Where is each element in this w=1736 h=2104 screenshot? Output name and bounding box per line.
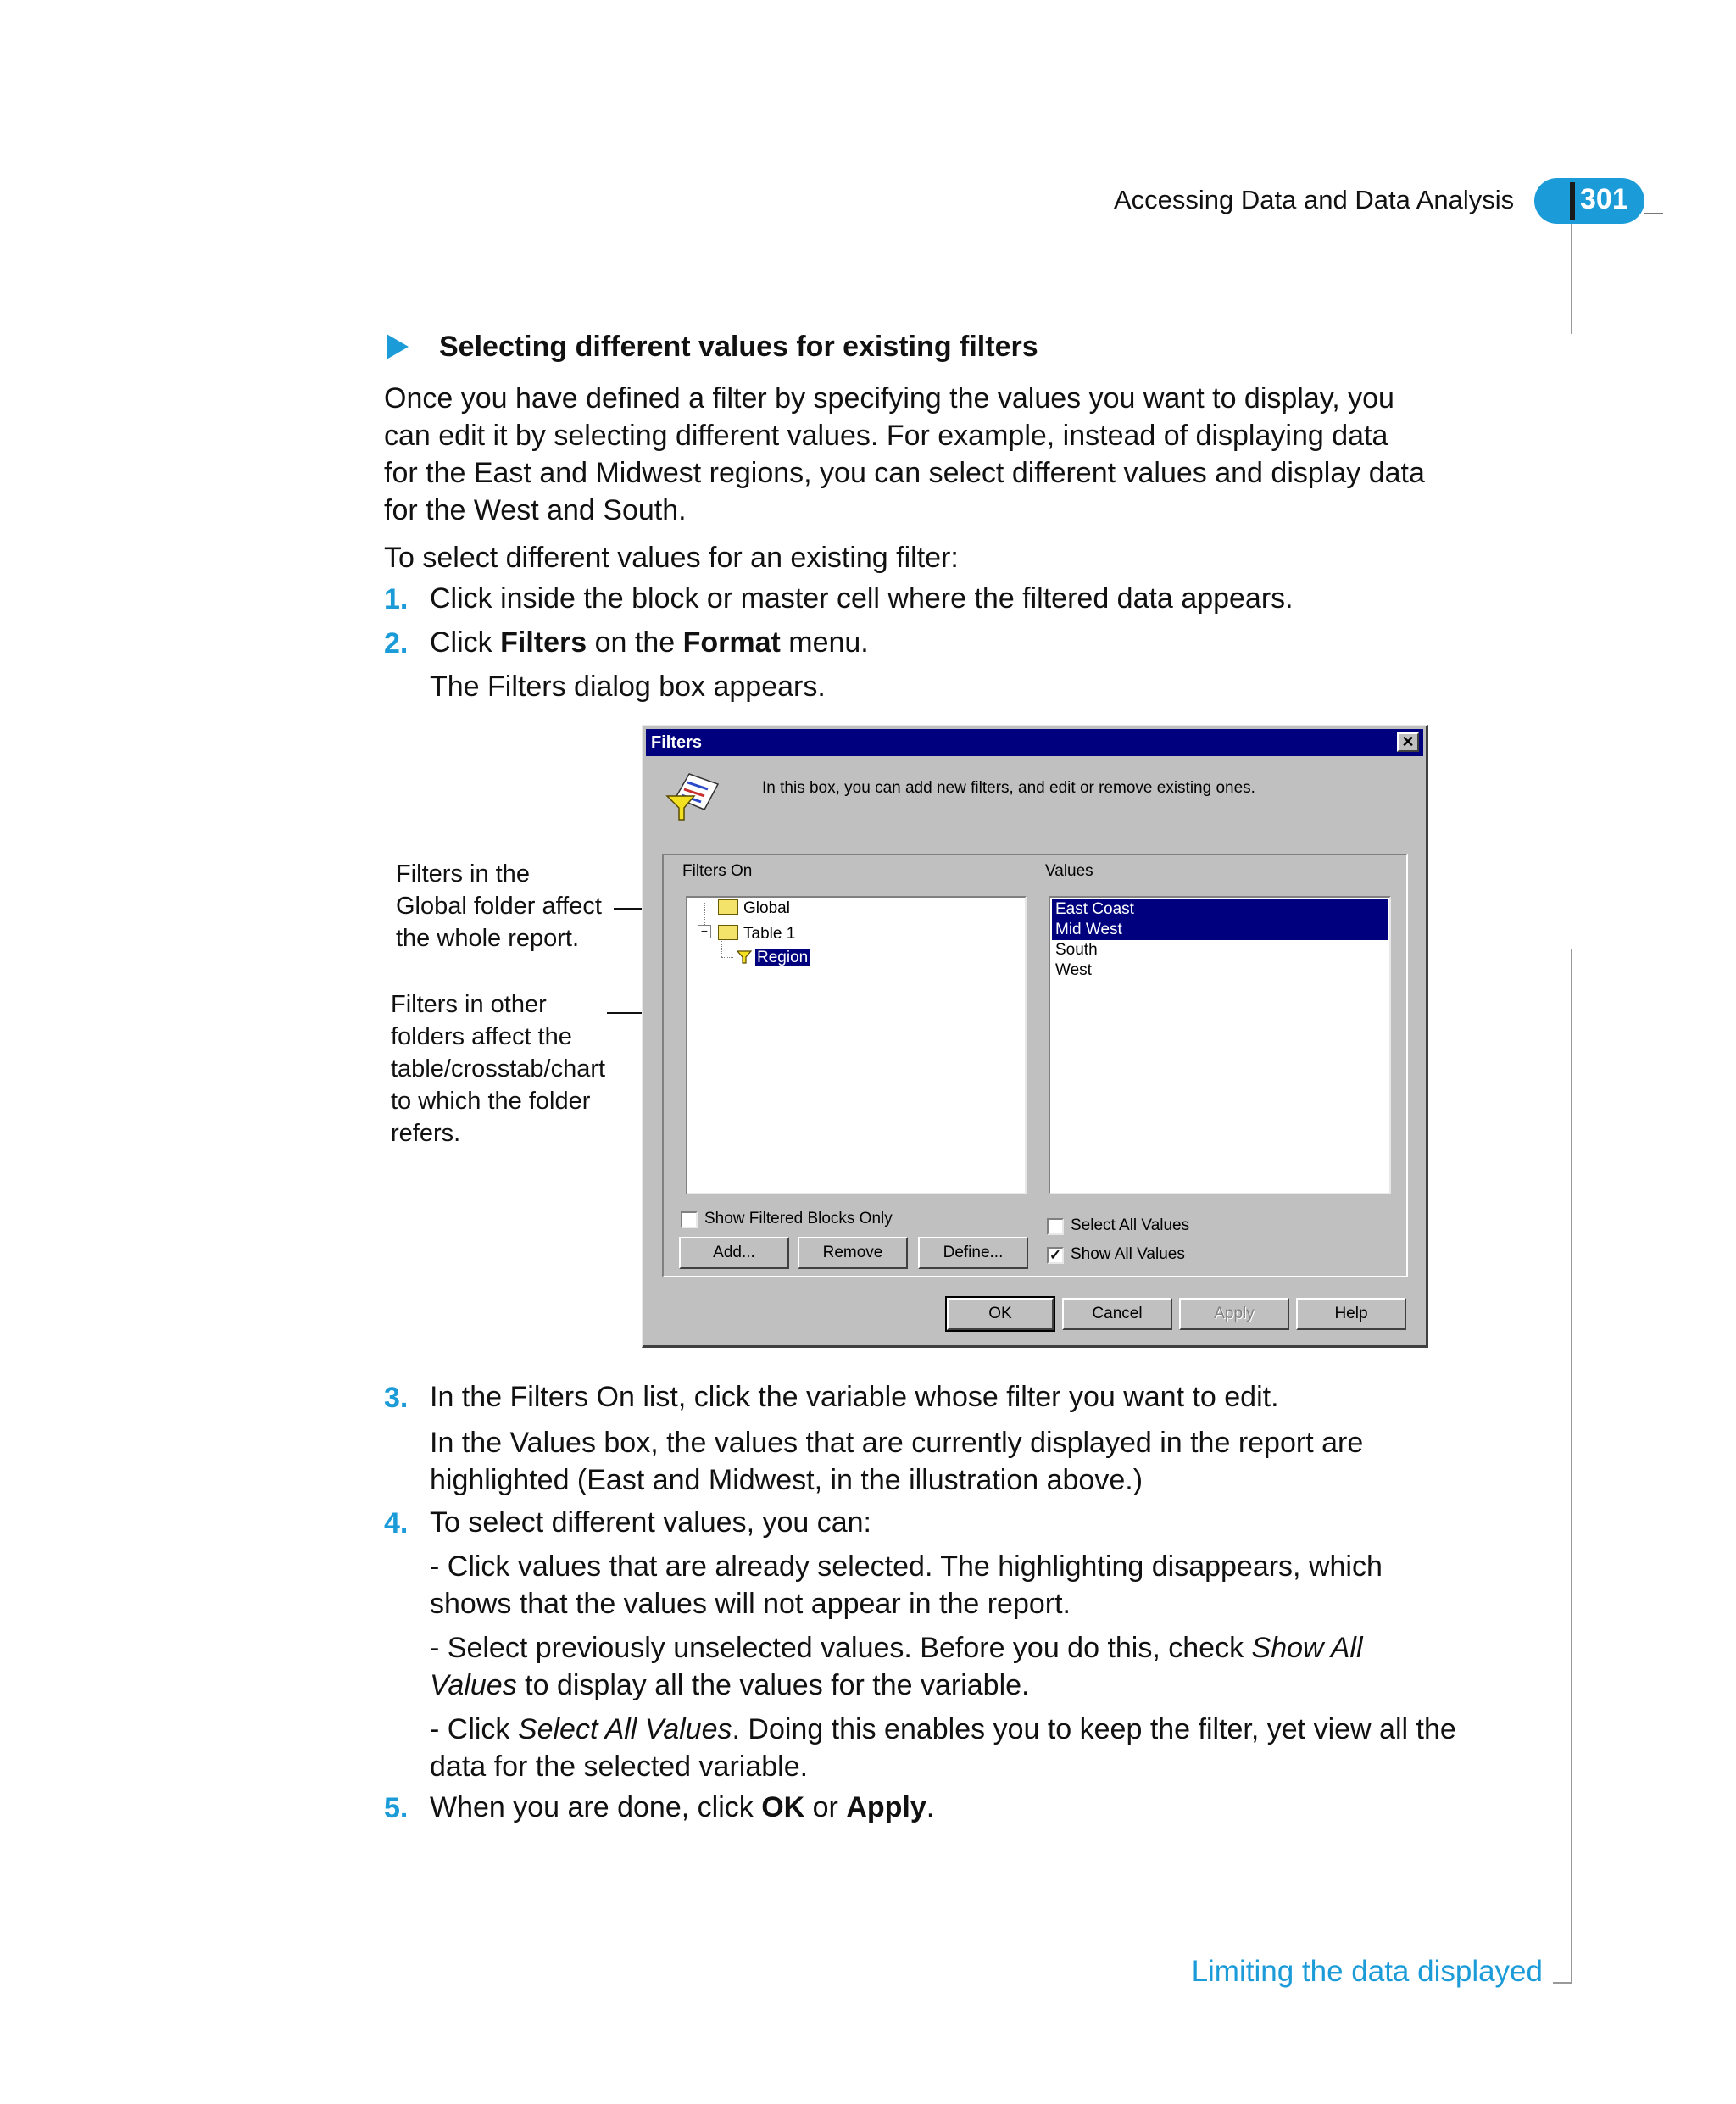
tree-collapse-toggle[interactable]: −	[698, 925, 711, 938]
option-name: Select All Values	[517, 1713, 732, 1745]
tree-item-table1[interactable]	[718, 925, 795, 943]
margin-rule-bottom	[1571, 949, 1572, 1984]
callout-line: refers.	[391, 1120, 461, 1147]
filter-funnel-icon	[665, 771, 723, 823]
folder-icon	[718, 925, 738, 940]
step-text: Click	[430, 626, 501, 659]
step-text: menu.	[780, 626, 869, 659]
callout-global	[396, 858, 616, 955]
step-4-option-3	[430, 1711, 1464, 1785]
value-item-mid-west[interactable]: Mid West	[1052, 920, 1388, 940]
step-number: 2.	[384, 627, 409, 660]
callout-line: Filters in the	[396, 860, 530, 888]
menu-command: Filters	[500, 626, 587, 659]
button-name: Apply	[846, 1791, 926, 1823]
page-number: 301	[1580, 183, 1628, 215]
step-text: - Select previously unselected values. Before you do this, check	[430, 1632, 1252, 1664]
running-footer: Limiting the data displayed	[1191, 1955, 1543, 1988]
values-list[interactable]	[1049, 896, 1391, 1194]
filters-group-box	[662, 854, 1408, 1277]
tree-item-label: Table 1	[743, 925, 796, 943]
callout-line: Filters in other	[391, 991, 547, 1018]
remove-button[interactable]: Remove	[798, 1237, 908, 1269]
dialog-title: Filters	[651, 733, 703, 752]
page-number-badge	[1534, 178, 1644, 224]
footer-rule	[1553, 1982, 1572, 1984]
apply-button[interactable]: Apply	[1179, 1298, 1289, 1330]
tree-item-region[interactable]	[737, 949, 810, 967]
option-name: Show All Values	[430, 1632, 1363, 1701]
step-text: to display all the values for the variable.	[516, 1669, 1030, 1701]
help-button[interactable]: Help	[1296, 1298, 1406, 1330]
step-text: When you are done, click	[430, 1791, 762, 1823]
intro-line: for the East and Midwest regions, you can select different values and display data	[384, 457, 1425, 489]
callout-line: folders affect the	[391, 1023, 572, 1050]
page-badge-bar	[1570, 182, 1575, 220]
define-button[interactable]: Define...	[918, 1237, 1028, 1269]
callout-line: to which the folder	[391, 1088, 591, 1115]
dialog-description: In this box, you can add new filters, and edit or remove existing ones.	[762, 779, 1255, 797]
value-item-east-coast[interactable]: East Coast	[1052, 899, 1388, 920]
tree-item-label: Global	[743, 899, 790, 917]
lead-in: To select different values for an existing filter:	[384, 542, 959, 574]
ok-button[interactable]: OK	[947, 1298, 1054, 1330]
callout-line: Global folder affect	[396, 893, 602, 920]
section-heading: Selecting different values for existing filters	[439, 331, 1038, 363]
show-filtered-blocks-label: Show Filtered Blocks Only	[704, 1210, 893, 1227]
dialog-title-bar[interactable]	[646, 729, 1423, 756]
step-4-option-1: - Click values that are already selected. The highlighting disappears, which shows that the values will not appear in the report.	[430, 1550, 1383, 1620]
step-2-text	[430, 624, 1481, 661]
step-text: .	[926, 1791, 935, 1823]
select-all-values-label: Select All Values	[1071, 1216, 1190, 1234]
intro-line: Once you have defined a filter by specifying the values you want to display, you	[384, 382, 1394, 415]
value-item-south[interactable]: South	[1055, 941, 1098, 959]
filters-dialog	[642, 725, 1428, 1348]
add-button[interactable]: Add...	[679, 1237, 789, 1269]
step-number: 1.	[384, 583, 409, 615]
button-name: OK	[761, 1791, 805, 1823]
intro-paragraph	[384, 380, 1469, 529]
value-item-west[interactable]: West	[1055, 961, 1092, 979]
callout-line: the whole report.	[396, 925, 580, 952]
step-2-note: The Filters dialog box appears.	[430, 671, 826, 703]
filters-on-tree[interactable]	[686, 896, 1027, 1194]
cancel-button[interactable]: Cancel	[1062, 1298, 1172, 1330]
intro-line: for the West and South.	[384, 494, 687, 526]
header-rule	[1644, 213, 1663, 214]
step-4-text: To select different values, you can:	[430, 1506, 872, 1539]
running-head: Accessing Data and Data Analysis	[1114, 185, 1515, 214]
margin-rule-top	[1571, 224, 1572, 334]
step-text: . Doing this enables you to keep the filter, yet view all the data for the selected variable.	[430, 1713, 1456, 1783]
show-all-values-label: Show All Values	[1071, 1245, 1185, 1263]
step-number: 3.	[384, 1382, 409, 1414]
folder-icon	[718, 899, 738, 915]
tree-item-label: Region	[757, 949, 809, 966]
step-text: or	[804, 1791, 847, 1823]
callout-line: table/crosstab/chart	[391, 1055, 606, 1083]
heading-arrow-icon	[387, 334, 409, 359]
step-1-text: Click inside the block or master cell where the filtered data appears.	[430, 582, 1294, 615]
step-text: - Click	[430, 1713, 518, 1745]
step-4-option-2	[430, 1629, 1455, 1704]
step-3-text: In the Filters On list, click the variable whose filter you want to edit.	[430, 1381, 1279, 1413]
menu-name: Format	[682, 626, 781, 659]
show-all-values-checkbox[interactable]: ✓	[1047, 1247, 1064, 1264]
show-filtered-blocks-checkbox[interactable]	[681, 1211, 698, 1228]
callout-other	[391, 988, 628, 1149]
filter-icon	[737, 949, 752, 965]
intro-line: can edit it by selecting different values. For example, instead of displaying data	[384, 420, 1388, 452]
close-button[interactable]: ✕	[1397, 732, 1419, 752]
values-label: Values	[1045, 862, 1093, 880]
select-all-values-checkbox[interactable]	[1047, 1218, 1064, 1235]
step-5-text	[430, 1789, 1481, 1826]
filters-on-label: Filters On	[682, 862, 753, 880]
step-text: on the	[587, 626, 683, 659]
tree-item-global[interactable]	[718, 899, 790, 918]
step-number: 4.	[384, 1507, 409, 1539]
step-number: 5.	[384, 1792, 409, 1824]
step-3-note: In the Values box, the values that are currently displayed in the report are highlighted (East and Midwest, in the illustration above.)	[430, 1427, 1364, 1496]
tree-connector	[721, 957, 733, 958]
